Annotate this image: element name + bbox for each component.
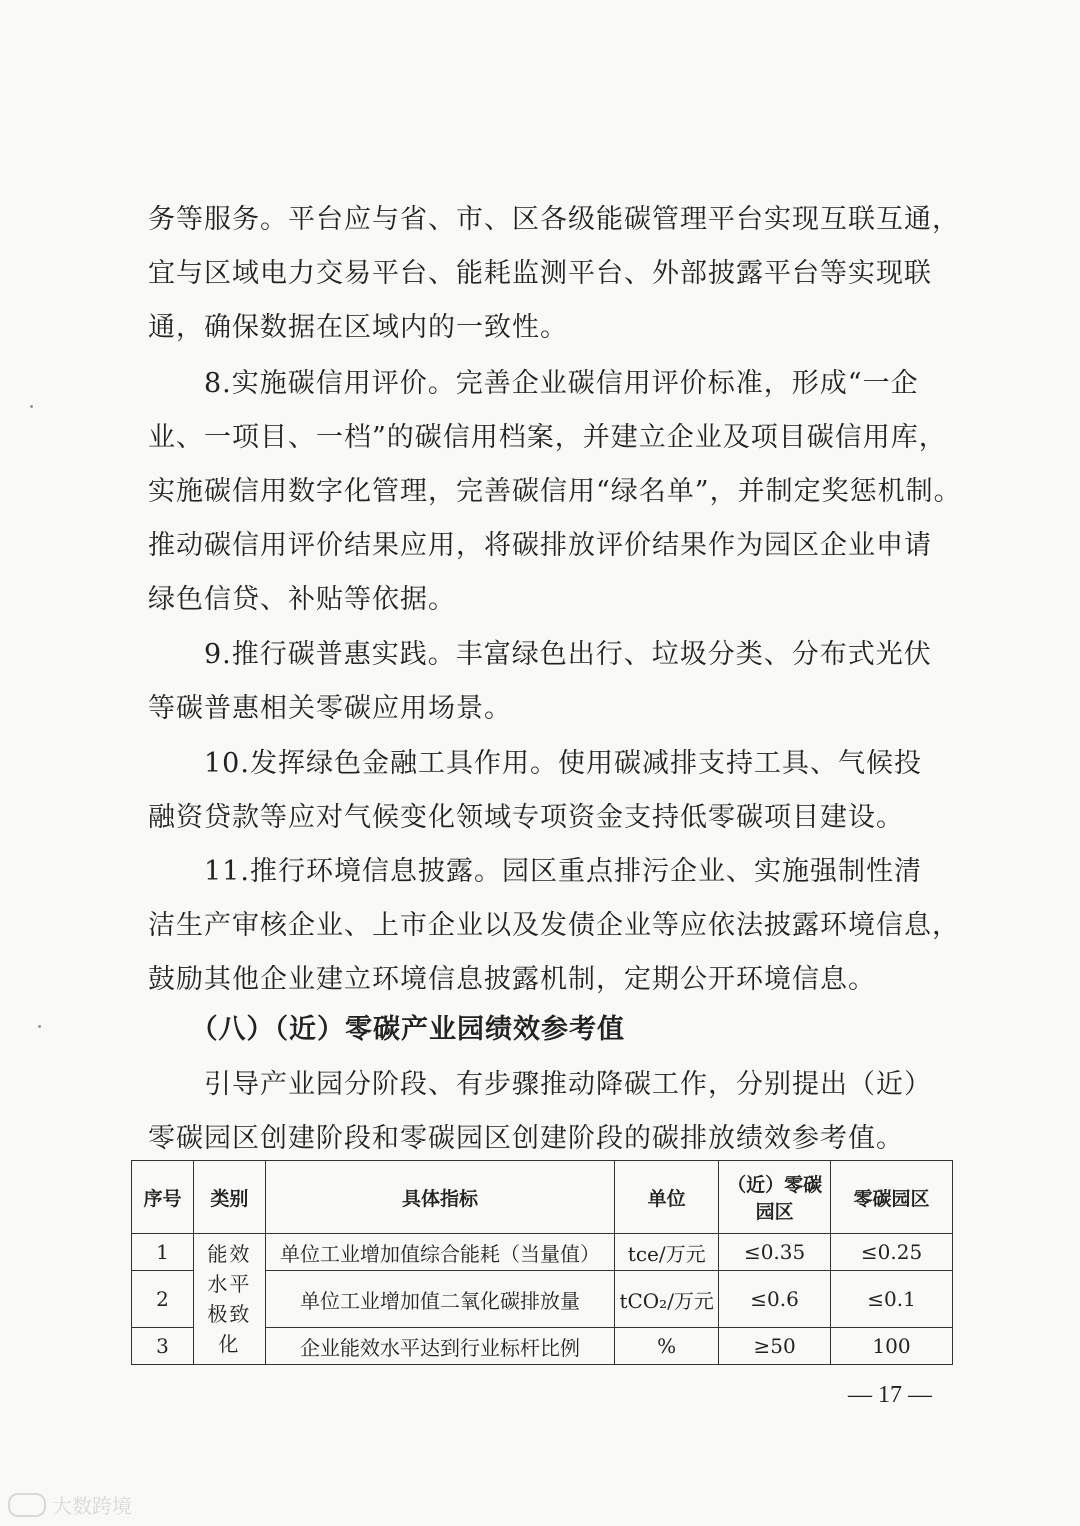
header-cell: 具体指标 <box>265 1161 614 1234</box>
performance-table <box>131 1160 953 1365</box>
near-zero-value: ≤0.35 <box>719 1234 831 1271</box>
scan-speck <box>38 1025 41 1028</box>
section-heading <box>148 1003 948 1057</box>
table-header-row <box>132 1161 953 1234</box>
header-cell: 零碳园区 <box>831 1161 953 1234</box>
text-line: 9.推行碳普惠实践。丰富绿色出行、垃圾分类、分布式光伏 <box>148 639 932 670</box>
scan-speck <box>30 405 33 408</box>
paragraph-item-8 <box>148 357 962 627</box>
text-line: 绿色信贷、补贴等依据。 <box>148 584 456 615</box>
zero-value: ≤0.1 <box>831 1271 953 1328</box>
text-line: 零碳园区创建阶段和零碳园区创建阶段的碳排放绩效参考值。 <box>148 1123 904 1154</box>
paragraph-item-10 <box>148 737 948 845</box>
indicator-cell: 单位工业增加值综合能耗（当量值） <box>265 1234 614 1271</box>
text-line: 宜与区域电力交易平台、能耗监测平台、外部披露平台等实现联 <box>148 258 932 289</box>
text-line: 等碳普惠相关零碳应用场景。 <box>148 693 512 724</box>
watermark-logo-icon <box>8 1493 46 1517</box>
header-cell: （近）零碳园区 <box>719 1161 831 1234</box>
text-line: 通，确保数据在区域内的一致性。 <box>148 312 568 343</box>
row-number: 1 <box>132 1234 194 1271</box>
header-cell: 序号 <box>132 1161 194 1234</box>
header-cell: 类别 <box>193 1161 265 1234</box>
text-line: 业、一项目、一档”的碳信用档案，并建立企业及项目碳信用库， <box>148 422 947 453</box>
row-number: 2 <box>132 1271 194 1328</box>
unit-cell: tce/万元 <box>615 1234 719 1271</box>
page-number: — 17 — <box>848 1382 932 1408</box>
row-number: 3 <box>132 1328 194 1365</box>
table-row <box>132 1234 953 1271</box>
text-line: 鼓励其他企业建立环境信息披露机制，定期公开环境信息。 <box>148 964 876 995</box>
category-cell: 能效水平极致化 <box>193 1234 265 1365</box>
text-line: 11.推行环境信息披露。园区重点排污企业、实施强制性清 <box>148 856 922 887</box>
indicator-cell: 企业能效水平达到行业标杆比例 <box>265 1328 614 1365</box>
text-line: 实施碳信用数字化管理，完善碳信用“绿名单”，并制定奖惩机制。 <box>148 476 962 507</box>
text-line: 引导产业园分阶段、有步骤推动降碳工作，分别提出（近） <box>148 1069 932 1100</box>
text-line: 10.发挥绿色金融工具作用。使用碳减排支持工具、气候投 <box>148 748 922 779</box>
paragraph-platform <box>148 193 960 355</box>
near-zero-value: ≤0.6 <box>719 1271 831 1328</box>
section-heading-text: （八）（近）零碳产业园绩效参考值 <box>148 1014 625 1045</box>
text-line: 融资贷款等应对气候变化领域专项资金支持低零碳项目建设。 <box>148 802 904 833</box>
text-line: 洁生产审核企业、上市企业以及发债企业等应依法披露环境信息， <box>148 910 960 941</box>
near-zero-value: ≥50 <box>719 1328 831 1365</box>
watermark-text: 大数跨境 <box>52 1494 132 1518</box>
paragraph-intro <box>148 1058 948 1166</box>
paragraph-item-9 <box>148 628 948 736</box>
indicator-cell: 单位工业增加值二氧化碳排放量 <box>265 1271 614 1328</box>
text-line: 务等服务。平台应与省、市、区各级能碳管理平台实现互联互通， <box>148 204 960 235</box>
watermark <box>8 1490 132 1519</box>
zero-value: 100 <box>831 1328 953 1365</box>
header-cell: 单位 <box>615 1161 719 1234</box>
unit-cell: % <box>615 1328 719 1365</box>
text-line: 8.实施碳信用评价。完善企业碳信用评价标准，形成“一企 <box>148 368 919 399</box>
text-line: 推动碳信用评价结果应用，将碳排放评价结果作为园区企业申请 <box>148 530 932 561</box>
paragraph-item-11 <box>148 845 960 1007</box>
unit-cell: tCO₂/万元 <box>615 1271 719 1328</box>
zero-value: ≤0.25 <box>831 1234 953 1271</box>
